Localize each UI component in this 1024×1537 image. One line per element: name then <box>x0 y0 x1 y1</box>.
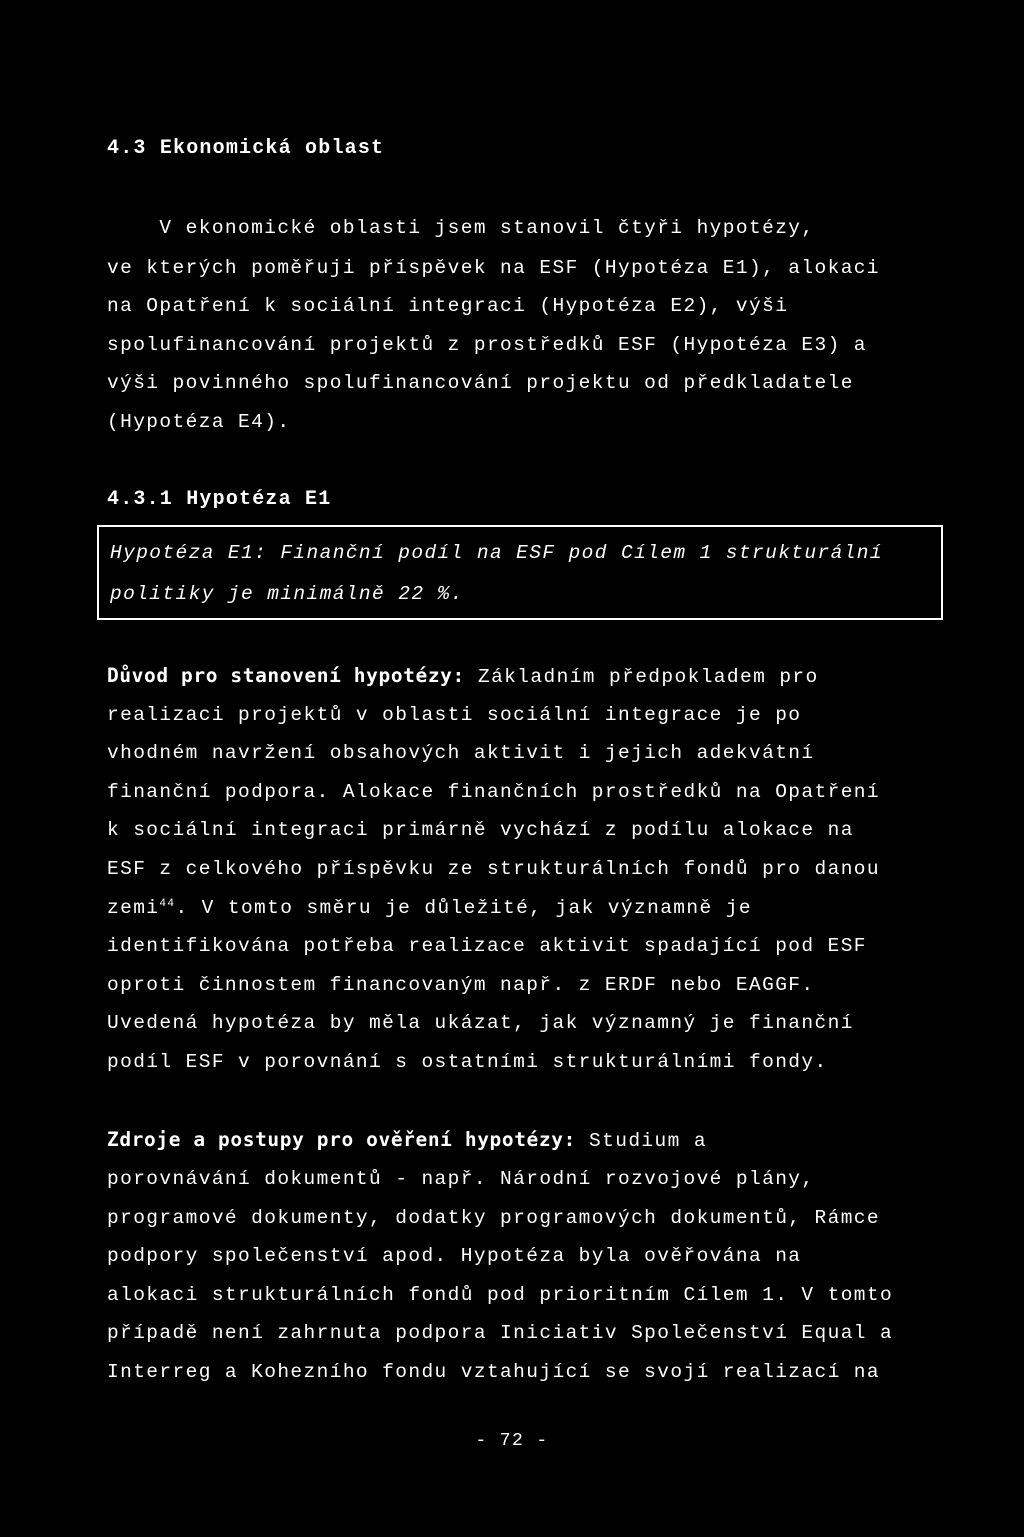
sources-line: programové dokumenty, dodatky programových dokumentů, Rámce <box>107 1207 881 1229</box>
page-number: - 72 - <box>475 1431 549 1451</box>
intro-line: výši povinného spolufinancování projektu od předkladatele <box>107 372 854 394</box>
intro-line: ve kterých poměřuji příspěvek na ESF (Hypotéza E1), alokaci <box>107 257 881 279</box>
sources-line: porovnávání dokumentů - např. Národní rozvojové plány, <box>107 1168 815 1190</box>
reason-line: finanční podpora. Alokace finančních prostředků na Opatření <box>107 781 881 803</box>
subsection-number: 4.3.1 <box>107 488 174 511</box>
reason-line: vhodném navržení obsahových aktivit i jejich adekvátní <box>107 742 815 764</box>
sources-line: alokaci strukturálních fondů pod prioritním Cílem 1. V tomto <box>107 1284 894 1306</box>
reason-line: podíl ESF v porovnání s ostatními strukturálními fondy. <box>107 1051 828 1073</box>
reason-footnote-line-start: zemi <box>107 897 160 919</box>
reason-label: Důvod pro stanovení hypotézy: <box>107 664 465 687</box>
reason-first-line <box>107 664 819 689</box>
section-title: Ekonomická oblast <box>159 137 385 160</box>
sources-line: případě není zahrnuta podpora Iniciativ Společenství Equal a <box>107 1322 894 1344</box>
reason-line: k sociální integraci primárně vychází z podílu alokace na <box>107 819 854 841</box>
sources-first-line <box>107 1128 707 1153</box>
sources-line: podpory společenství apod. Hypotéza byla ověřována na <box>107 1245 802 1267</box>
reason-line: Uvedená hypotéza by měla ukázat, jak významný je finanční <box>107 1012 854 1034</box>
intro-line: spolufinancování projektů z prostředků ESF (Hypotéza E3) a <box>107 334 867 356</box>
reason-first-line-text: Základním předpokladem pro <box>464 666 819 688</box>
hypothesis-line: politiky je minimálně 22 %. <box>110 583 464 605</box>
reason-line: identifikována potřeba realizace aktivit spadající pod ESF <box>107 935 867 957</box>
sources-line: Interreg a Kohezního fondu vztahující se svojí realizací na <box>107 1361 881 1383</box>
intro-line: (Hypotéza E4). <box>107 411 291 433</box>
section-heading <box>107 137 384 161</box>
intro-line: na Opatření k sociální integraci (Hypotéza E2), výši <box>107 295 789 317</box>
subsection-heading <box>107 488 331 512</box>
reason-footnote-line-rest: . V tomto směru je důležité, jak významně je <box>175 897 752 919</box>
reason-line: oproti činnostem financovaným např. z ERDF nebo EAGGF. <box>107 974 815 996</box>
footnote-reference[interactable]: 44 <box>159 898 176 910</box>
reason-line: ESF z celkového příspěvku ze strukturálních fondů pro danou <box>107 858 881 880</box>
intro-line: V ekonomické oblasti jsem stanovil čtyři hypotézy, <box>107 217 815 239</box>
sources-first-line-text: Studium a <box>575 1130 707 1152</box>
reason-footnote-line <box>107 896 752 920</box>
section-number: 4.3 <box>107 137 147 160</box>
sources-label: Zdroje a postupy pro ověření hypotézy: <box>107 1128 576 1151</box>
hypothesis-box <box>97 525 943 620</box>
hypothesis-line: Hypotéza E1: Finanční podíl na ESF pod Cílem 1 strukturální <box>110 542 884 564</box>
subsection-title: Hypotéza E1 <box>186 488 332 511</box>
reason-line: realizaci projektů v oblasti sociální integrace je po <box>107 704 802 726</box>
